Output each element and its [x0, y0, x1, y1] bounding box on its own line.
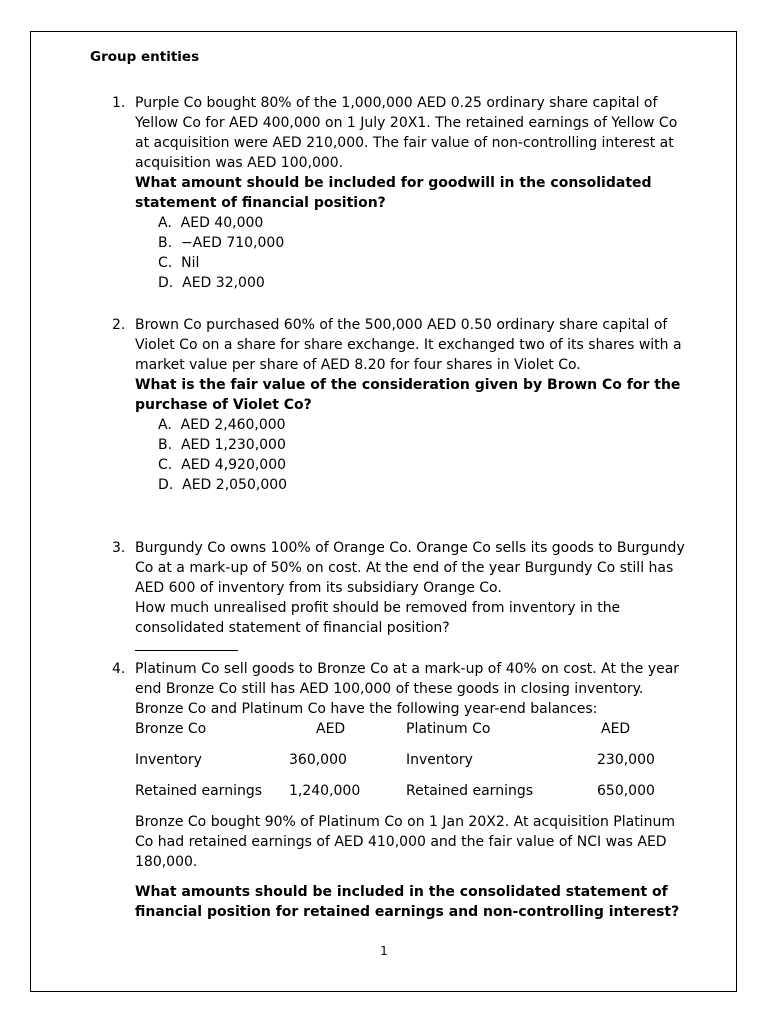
table-cell: Retained earnings: [135, 783, 263, 799]
option-a: A. AED 2,460,000: [158, 417, 286, 433]
section-heading: Group entities: [90, 49, 200, 65]
table-row: [135, 750, 655, 781]
table-header-row: [135, 719, 655, 750]
option-c: C. Nil: [158, 255, 200, 271]
option-d: D. AED 2,050,000: [158, 477, 288, 493]
table-cell: 360,000: [289, 752, 347, 768]
page-number: 1: [380, 944, 388, 958]
question-text: Platinum Co sell goods to Bronze Co at a mark-up of 40% on cost. At the year end Bronze Co still has AED 100,000 of these goods in closing inventory. Bronze Co and Platinum Co have the following year-end balances:: [135, 661, 680, 717]
header-cell: Bronze Co: [135, 721, 207, 737]
table-row: [135, 781, 655, 812]
table-cell: 230,000: [597, 752, 655, 768]
option-c: C. AED 4,920,000: [158, 457, 287, 473]
question-number: 3.: [112, 540, 126, 556]
question-text-2: Bronze Co bought 90% of Platinum Co on 1 Jan 20X2. At acquisition Platinum Co had retained earnings of AED 410,000 and the fair value of NCI was AED 180,000.: [135, 814, 675, 870]
header-cell: AED: [316, 721, 346, 737]
table-cell: Retained earnings: [406, 783, 534, 799]
question-text: Purple Co bought 80% of the 1,000,000 AED 0.25 ordinary share capital of Yellow Co for AED 400,000 on 1 July 20X1. The retained earnings of Yellow Co at acquisition were AED 210,000. The fair value of non-controlling interest at acquisition was AED 100,000.: [135, 95, 678, 171]
question-3: [112, 538, 692, 651]
answer-blank: [135, 640, 692, 651]
header-cell: AED: [601, 721, 631, 737]
table-cell: Inventory: [135, 752, 202, 768]
answer-options: [158, 415, 692, 495]
question-prompt: What amount should be included for goodwill in the consolidated statement of financial position?: [135, 175, 652, 211]
table-cell: 650,000: [597, 783, 655, 799]
question-number: 2.: [112, 317, 126, 333]
option-a: A. AED 40,000: [158, 215, 264, 231]
header-cell: Platinum Co: [406, 721, 491, 737]
question-prompt: What amounts should be included in the consolidated statement of financial position for retained earnings and non-controlling interest?: [135, 884, 680, 920]
option-d: D. AED 32,000: [158, 275, 265, 291]
question-4: [112, 659, 692, 922]
question-prompt: What is the fair value of the consideration given by Brown Co for the purchase of Violet Co?: [135, 377, 681, 413]
option-b: B. AED 1,230,000: [158, 437, 286, 453]
option-b: B. −AED 710,000: [158, 235, 285, 251]
balances-table: [135, 719, 655, 812]
question-text: Brown Co purchased 60% of the 500,000 AED 0.50 ordinary share capital of Violet Co on a share for share exchange. It exchanged two of its shares with a market value per share of AED 8.20 for four shares in Violet Co.: [135, 317, 682, 373]
question-number: 4.: [112, 661, 126, 677]
question-number: 1.: [112, 95, 126, 111]
table-cell: 1,240,000: [289, 783, 361, 799]
question-1: [112, 93, 692, 293]
answer-options: [158, 213, 692, 293]
question-text: Burgundy Co owns 100% of Orange Co. Orange Co sells its goods to Burgundy Co at a mark-up of 50% on cost. At the end of the year Burgundy Co still has AED 600 of inventory from its subsidiary Orange Co.: [135, 540, 685, 596]
balances-table-wrap: [135, 719, 692, 812]
question-2: [112, 315, 692, 495]
table-cell: Inventory: [406, 752, 473, 768]
question-prompt: How much unrealised profit should be removed from inventory in the consolidated statement of financial position?: [135, 600, 621, 636]
